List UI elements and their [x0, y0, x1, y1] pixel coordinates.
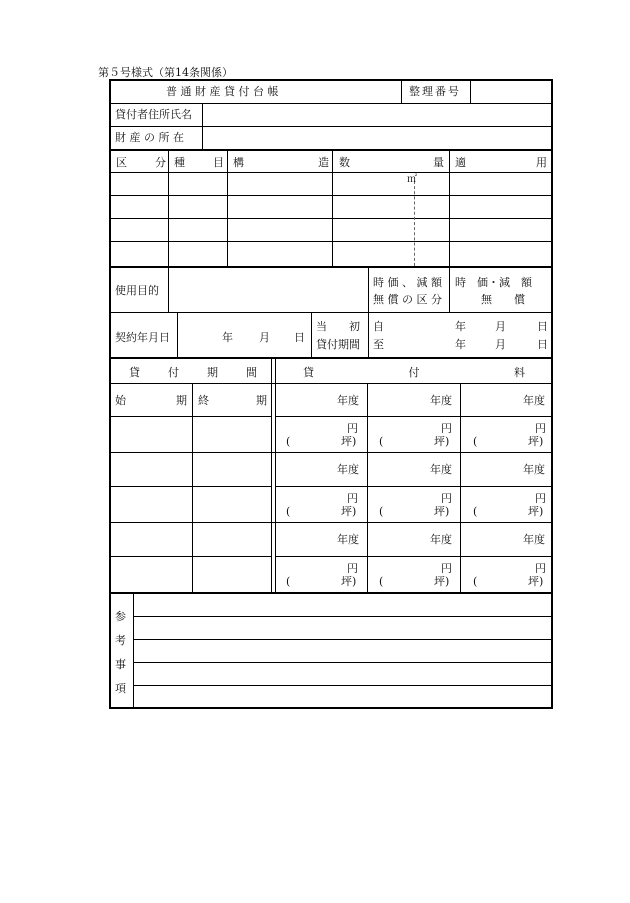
kozo-label	[233, 157, 329, 169]
tsubo-1-2: 坪)	[434, 435, 450, 448]
paren-3-2: (	[379, 575, 384, 588]
start-1: 始	[115, 394, 126, 407]
to-month: 月	[495, 338, 506, 351]
to-label: 至	[373, 338, 384, 351]
jika-value-1: 時 価・減 額	[455, 276, 532, 289]
fee-h2: 付	[408, 366, 420, 379]
tsubo-3-1: 坪)	[341, 575, 357, 588]
nendo-2-3: 年度	[523, 463, 545, 476]
kubun-label	[116, 157, 166, 169]
paren-1-2: (	[379, 435, 384, 448]
nendo-1-2: 年度	[430, 394, 452, 407]
period-h3: 期	[207, 366, 218, 379]
contract-year: 年	[222, 331, 233, 344]
contract-day: 日	[294, 331, 305, 344]
notes-2: 考	[115, 634, 126, 647]
end-label	[198, 395, 267, 407]
nendo-3-3: 年度	[523, 533, 545, 546]
tekiyo-1: 適	[455, 156, 466, 169]
from-day: 日	[537, 320, 548, 333]
quantity-divider	[414, 181, 415, 266]
from-label: 自	[373, 320, 384, 333]
yen-2-1: 円	[347, 492, 358, 505]
form-title-text: 普 通 財 産 貸 付 台 帳	[166, 85, 279, 98]
tsubo-1-3: 坪)	[528, 435, 544, 448]
end-2: 期	[256, 394, 267, 407]
period-h1: 貸	[129, 366, 140, 379]
start-2: 期	[176, 394, 187, 407]
fee-header	[303, 367, 525, 379]
tekiyo-label	[455, 157, 547, 169]
seiri-label: 整理番号	[409, 85, 461, 98]
contract-label: 契約年月日	[115, 331, 170, 344]
paren-1-1: (	[286, 435, 291, 448]
nendo-1-1: 年度	[337, 394, 359, 407]
kozo-1: 構	[233, 156, 244, 169]
fee-h1: 貸	[303, 366, 314, 379]
tsubo-1-1: 坪)	[341, 435, 357, 448]
notes-line	[133, 685, 551, 686]
period-h4: 間	[246, 366, 257, 379]
end-1: 終	[198, 394, 209, 407]
tsubo-2-1: 坪)	[341, 505, 357, 518]
shumoku-2: 目	[213, 156, 224, 169]
nendo-1-3: 年度	[523, 394, 545, 407]
from-month: 月	[495, 320, 506, 333]
tsubo-2-2: 坪)	[434, 505, 450, 518]
paren-2-3: (	[473, 505, 478, 518]
start-label	[115, 395, 187, 407]
yen-2-2: 円	[441, 492, 452, 505]
form-caption: 第５号様式（第14条関係）	[98, 66, 233, 79]
kubun-2: 分	[155, 156, 166, 169]
period-h2: 付	[168, 366, 179, 379]
notes-line	[133, 616, 551, 617]
tsubo-2-3: 坪)	[528, 505, 544, 518]
yen-1-2: 円	[441, 422, 452, 435]
ledger-form	[109, 79, 553, 709]
yen-3-2: 円	[441, 562, 452, 575]
paren-1-3: (	[473, 435, 478, 448]
notes-3: 事	[115, 658, 126, 671]
yen-3-3: 円	[535, 562, 546, 575]
paren-3-1: (	[286, 575, 291, 588]
tsubo-3-2: 坪)	[434, 575, 450, 588]
yen-2-3: 円	[535, 492, 546, 505]
notes-line	[133, 662, 551, 663]
to-day: 日	[537, 338, 548, 351]
nendo-2-1: 年度	[337, 463, 359, 476]
yen-3-1: 円	[347, 562, 358, 575]
lender-label: 貸付者住所氏名	[115, 108, 192, 121]
jika-value-2: 無 償	[481, 293, 525, 306]
to-year: 年	[455, 338, 466, 351]
fee-h3: 料	[514, 366, 525, 379]
initial-label-1: 当 初	[316, 320, 360, 333]
suryo-2: 量	[433, 156, 444, 169]
tekiyo-2: 用	[536, 156, 547, 169]
suryo-label	[339, 157, 444, 169]
paren-2-2: (	[379, 505, 384, 518]
tsubo-3-3: 坪)	[528, 575, 544, 588]
purpose-label: 使用目的	[115, 284, 159, 297]
contract-month: 月	[259, 331, 270, 344]
property-label: 財 産 の 所 在	[115, 131, 184, 144]
notes-4: 項	[115, 682, 126, 695]
from-year: 年	[455, 320, 466, 333]
jika-label-1: 時 価 、 減 額	[373, 276, 442, 289]
shumoku-label	[174, 157, 224, 169]
period-header	[129, 367, 257, 379]
notes-1: 参	[115, 610, 126, 623]
paren-3-3: (	[473, 575, 478, 588]
yen-1-1: 円	[347, 422, 358, 435]
nendo-3-2: 年度	[430, 533, 452, 546]
form-title	[166, 86, 338, 98]
yen-1-3: 円	[535, 422, 546, 435]
nendo-3-1: 年度	[337, 533, 359, 546]
initial-label-2: 貸付期間	[316, 338, 360, 351]
jika-label-2: 無 償 の 区 分	[373, 293, 442, 306]
paren-2-1: (	[286, 505, 291, 518]
suryo-1: 数	[339, 156, 350, 169]
kozo-2: 造	[318, 156, 329, 169]
notes-line	[133, 639, 551, 640]
nendo-2-2: 年度	[430, 463, 452, 476]
unit-m2: ㎡	[407, 174, 417, 185]
kubun-1: 区	[116, 156, 127, 169]
shumoku-1: 種	[174, 156, 185, 169]
